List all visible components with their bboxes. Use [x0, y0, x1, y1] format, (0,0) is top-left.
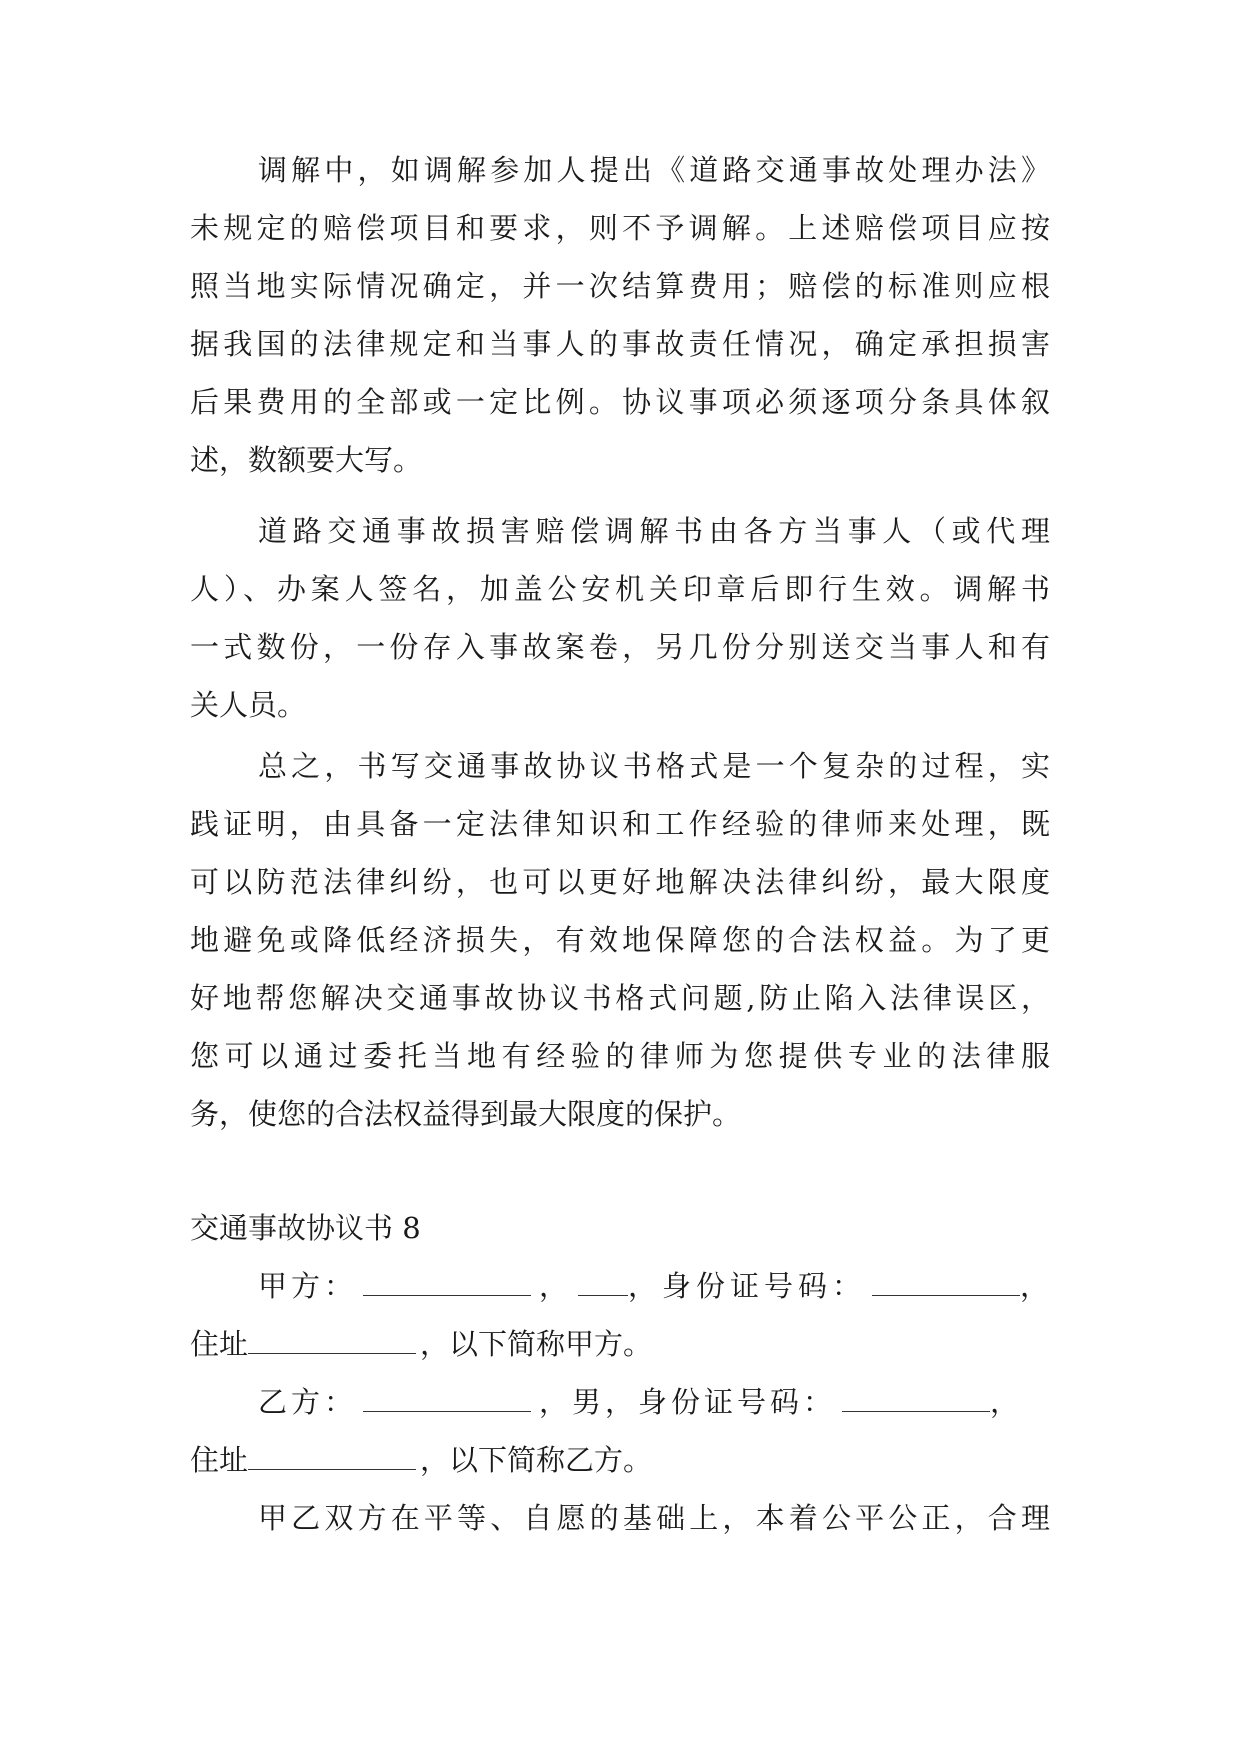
paragraph-1-line-4: 据我国的法律规定和当事人的事故责任情况，确定承担损害 [190, 327, 1050, 361]
party-b-line [258, 1384, 1019, 1420]
party-b-address-line [190, 1442, 652, 1478]
paragraph-3-line-3: 可以防范法律纠纷，也可以更好地解决法律纠纷，最大限度 [190, 865, 1050, 899]
paragraph-2-line-1: 道路交通事故损害赔偿调解书由各方当事人（或代理 [258, 514, 1050, 548]
paragraph-1-line-5: 后果费用的全部或一定比例。协议事项必须逐项分条具体叙 [190, 385, 1050, 419]
party-a-address-suffix: ，以下简称甲方。 [420, 1327, 653, 1361]
paragraph-1-line-3: 照当地实际情况确定，并一次结算费用；赔偿的标准则应根 [190, 269, 1050, 303]
party-b-sep3: ， [990, 1385, 1020, 1419]
paragraph-1-line-2: 未规定的赔偿项目和要求，则不予调解。上述赔偿项目应按 [190, 211, 1050, 245]
party-a-address-blank [248, 1327, 416, 1354]
paragraph-1-line-6: 述，数额要大写。 [190, 443, 423, 477]
party-a-address-label: 住址 [190, 1327, 249, 1361]
paragraph-3-line-2: 践证明，由具备一定法律知识和工作经验的律师来处理，既 [190, 807, 1050, 841]
paragraph-2-line-4: 关人员。 [190, 688, 307, 722]
party-a-address-line [190, 1326, 652, 1362]
party-a-sep3: ， [1020, 1269, 1050, 1303]
paragraph-2-line-3: 一式数份，一份存入事故案卷，另几份分别送交当事人和有 [190, 630, 1050, 664]
party-b-gender-id-label: ，男，身份证号码： [539, 1385, 837, 1419]
party-b-address-blank [248, 1443, 416, 1470]
paragraph-2-line-2: 人）、办案人签名，加盖公安机关印章后即行生效。调解书 [190, 572, 1050, 606]
party-a-id-label: ，身份证号码： [628, 1269, 867, 1303]
paragraph-3-line-7: 务，使您的合法权益得到最大限度的保护。 [190, 1097, 742, 1131]
party-a-line [258, 1268, 1049, 1304]
party-a-label: 甲方： [258, 1269, 358, 1303]
agreement-intro-line: 甲乙双方在平等、自愿的基础上，本着公平公正，合理 [258, 1501, 1050, 1535]
party-a-name-blank [363, 1269, 531, 1296]
paragraph-3-line-6: 您可以通过委托当地有经验的律师为您提供专业的法律服 [190, 1039, 1050, 1073]
section-title: 交通事故协议书 8 [190, 1211, 421, 1245]
party-a-sep1: ， [539, 1269, 569, 1303]
party-a-gender-blank [578, 1269, 628, 1296]
paragraph-3-line-4: 地避免或降低经济损失，有效地保障您的合法权益。为了更 [190, 923, 1050, 957]
party-a-id-blank [872, 1269, 1020, 1296]
party-b-id-blank [842, 1385, 990, 1412]
paragraph-3-line-5: 好地帮您解决交通事故协议书格式问题,防止陷入法律误区， [190, 981, 1050, 1015]
paragraph-1-line-1: 调解中，如调解参加人提出《道路交通事故处理办法》 [258, 153, 1050, 187]
paragraph-3-line-1: 总之，书写交通事故协议书格式是一个复杂的过程，实 [258, 749, 1050, 783]
party-b-name-blank [363, 1385, 531, 1412]
party-b-label: 乙方： [258, 1385, 358, 1419]
party-b-address-label: 住址 [190, 1443, 249, 1477]
party-b-address-suffix: ，以下简称乙方。 [420, 1443, 653, 1477]
